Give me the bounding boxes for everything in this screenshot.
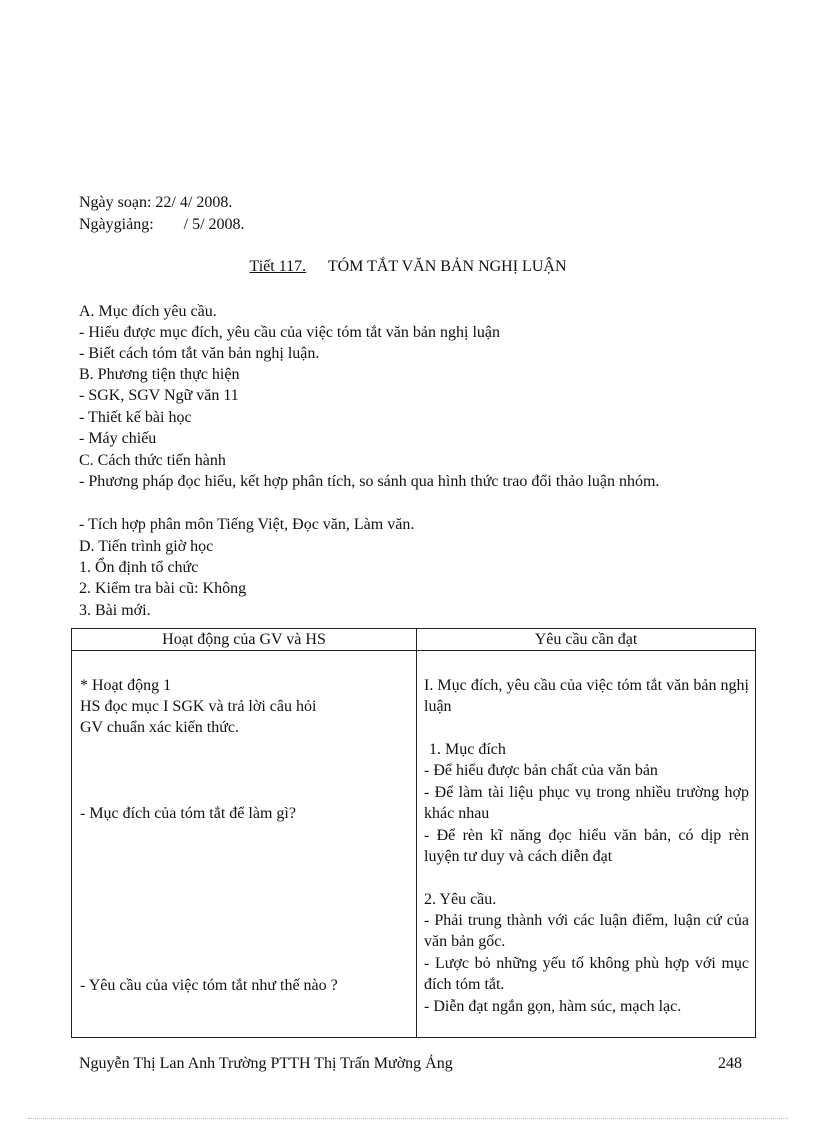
body-line: 2. Kiểm tra bài cũ: Không bbox=[79, 580, 247, 597]
body-line: A. Mục đích yêu cầu. bbox=[79, 303, 217, 320]
page-number: 248 bbox=[718, 1055, 742, 1072]
body-line: - Tích hợp phân môn Tiếng Việt, Đọc văn, Làm văn. bbox=[79, 516, 415, 533]
activity-line: HS đọc mục I SGK và trả lời câu hỏi bbox=[80, 698, 317, 715]
body-line: D. Tiến trình giờ học bbox=[79, 538, 214, 555]
date-prepared: Ngày soạn: 22/ 4/ 2008. bbox=[79, 194, 233, 211]
lesson-name: TÓM TẮT VĂN BẢN NGHỊ LUẬN bbox=[327, 258, 567, 275]
body-line: - Máy chiếu bbox=[79, 430, 157, 447]
section-title: I. Mục đích, yêu cầu của việc tóm tắt văn bản nghị luận bbox=[424, 677, 749, 715]
table-header-activities: Hoạt động của GV và HS bbox=[72, 629, 417, 651]
date-taught-label: Ngàygiảng: bbox=[79, 216, 154, 233]
body-line: - SGK, SGV Ngữ văn 11 bbox=[79, 387, 239, 404]
lesson-number: Tiết 117. bbox=[249, 258, 307, 275]
body-line: 3. Bài mới. bbox=[79, 602, 151, 619]
requirement-heading: 2. Yêu cầu. bbox=[424, 891, 497, 908]
activity-line: GV chuẩn xác kiến thức. bbox=[80, 719, 239, 736]
footer-author: Nguyễn Thị Lan Anh Trường PTTH Thị Trấn Mường Ảng bbox=[79, 1055, 453, 1072]
question-purpose: - Mục đích của tóm tắt để làm gì? bbox=[80, 805, 296, 822]
body-line: - Phương pháp đọc hiểu, kết hợp phân tích, so sánh qua hình thức trao đổi thảo luận nhóm. bbox=[79, 473, 660, 490]
activities-cell bbox=[72, 651, 417, 1038]
body-line: - Hiểu được mục đích, yêu cầu của việc tóm tắt văn bản nghị luận bbox=[79, 324, 500, 341]
body-line: C. Cách thức tiến hành bbox=[79, 452, 226, 469]
purpose-item: - Để rèn kĩ năng đọc hiểu văn bản, có dịp rèn luyện tư duy và cách diễn đạt bbox=[424, 827, 749, 865]
date-taught bbox=[79, 214, 245, 235]
body-line: - Biết cách tóm tắt văn bản nghị luận. bbox=[79, 345, 320, 362]
purpose-heading: 1. Mục đích bbox=[429, 741, 506, 758]
lesson-title bbox=[0, 258, 816, 276]
body-line: - Thiết kế bài học bbox=[79, 409, 192, 426]
page-edge-divider bbox=[28, 1118, 788, 1119]
requirement-item: - Lược bỏ những yếu tố không phù hợp với mục đích tóm tắt. bbox=[424, 955, 749, 993]
activity-title: * Hoạt động 1 bbox=[80, 677, 172, 694]
requirement-item: - Phải trung thành với các luận điểm, luận cứ của văn bản gốc. bbox=[424, 912, 749, 950]
body-line: B. Phương tiện thực hiện bbox=[79, 366, 240, 383]
lesson-table bbox=[71, 628, 756, 1038]
body-line: 1. Ổn định tổ chức bbox=[79, 559, 199, 576]
date-taught-value: / 5/ 2008. bbox=[183, 216, 245, 233]
question-requirement: - Yêu cầu của việc tóm tắt như thế nào ? bbox=[80, 977, 338, 994]
requirement-item: - Diễn đạt ngắn gọn, hàm súc, mạch lạc. bbox=[424, 998, 682, 1015]
purpose-item: - Để làm tài liệu phục vụ trong nhiều trường hợp khác nhau bbox=[424, 784, 749, 822]
requirements-cell bbox=[417, 651, 756, 1038]
table-header-requirements: Yêu cầu cần đạt bbox=[417, 629, 756, 651]
purpose-item: - Để hiểu được bản chất của văn bản bbox=[424, 762, 658, 779]
